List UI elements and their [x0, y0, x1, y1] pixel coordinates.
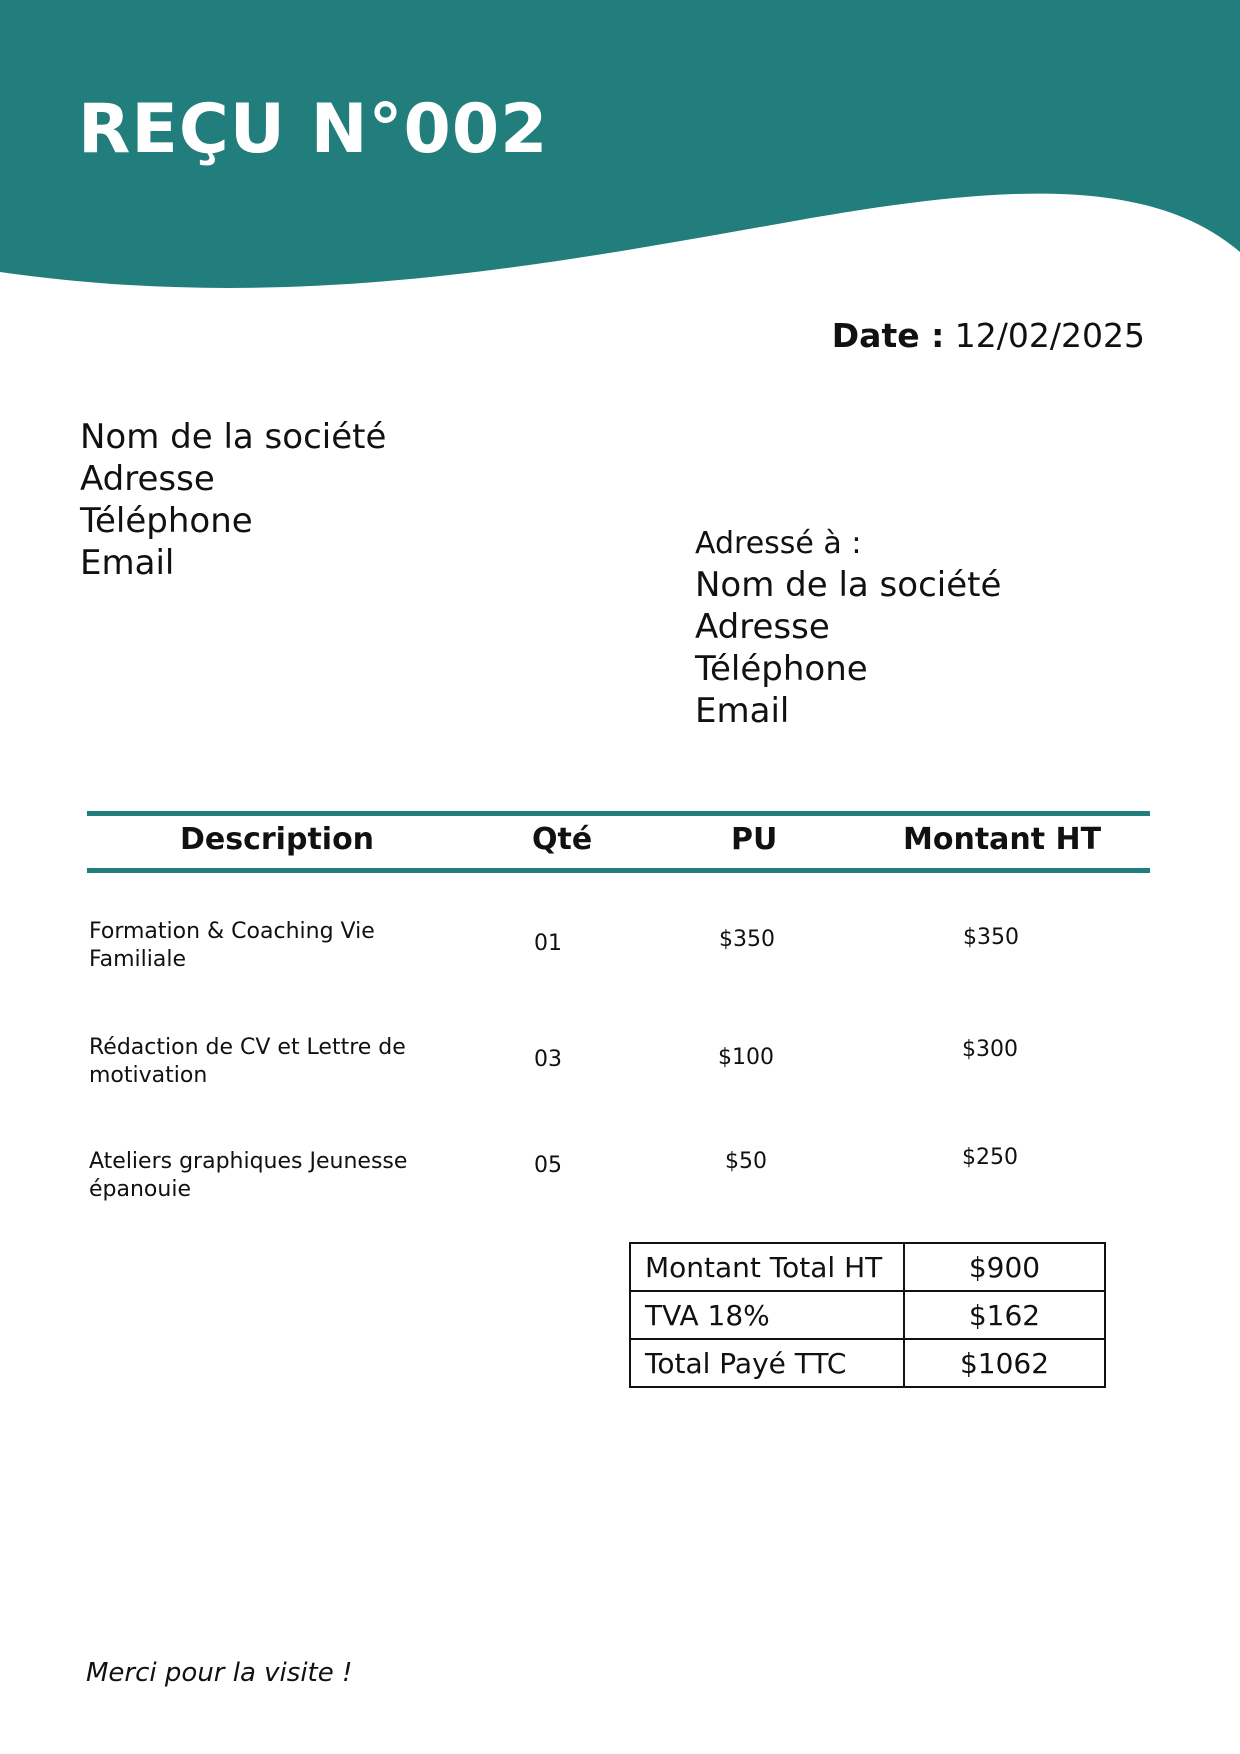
recipient-label: Adressé à :: [695, 526, 862, 561]
table-header-bottom-rule: [87, 868, 1150, 873]
row-1-amount: $350: [963, 925, 1019, 950]
sender-block: [80, 416, 386, 584]
row-2-description: Rédaction de CV et Lettre de motivation: [89, 1035, 406, 1088]
tax-label: TVA 18%: [630, 1291, 904, 1339]
receipt-title: REÇU N°002: [78, 90, 549, 169]
recipient-email: Email: [695, 691, 790, 731]
row-3-unit-price: $50: [725, 1149, 767, 1174]
totals-row-subtotal: [630, 1243, 1105, 1291]
column-header-qty: Qté: [532, 822, 593, 857]
row-2-amount: $300: [962, 1037, 1018, 1062]
sender-company: Nom de la société: [80, 417, 387, 457]
sender-email: Email: [80, 543, 175, 583]
row-1-unit-price: $350: [719, 927, 775, 952]
row-3-amount: $250: [962, 1145, 1018, 1170]
subtotal-label: Montant Total HT: [630, 1243, 904, 1291]
row-3-description: Ateliers graphiques Jeunesse épanouie: [89, 1149, 408, 1202]
thank-you-note: Merci pour la visite !: [86, 1658, 353, 1688]
totals-table: [629, 1242, 1106, 1388]
row-3-qty: 05: [534, 1153, 562, 1178]
column-header-unit-price: PU: [731, 822, 778, 857]
row-1-description: Formation & Coaching Vie Familiale: [89, 919, 375, 972]
column-header-amount: Montant HT: [903, 822, 1102, 857]
totals-row-total: [630, 1339, 1105, 1387]
tax-value: $162: [904, 1291, 1105, 1339]
row-2-qty: 03: [534, 1047, 562, 1072]
totals-row-tax: [630, 1291, 1105, 1339]
recipient-address: Adresse: [695, 607, 830, 647]
receipt-date: [832, 316, 1145, 355]
row-2-unit-price: $100: [718, 1045, 774, 1070]
recipient-block: [695, 524, 1001, 732]
date-value: 12/02/2025: [954, 316, 1145, 355]
subtotal-value: $900: [904, 1243, 1105, 1291]
sender-address: Adresse: [80, 459, 215, 499]
total-value: $1062: [904, 1339, 1105, 1387]
row-1-qty: 01: [534, 931, 562, 956]
total-label: Total Payé TTC: [630, 1339, 904, 1387]
date-label: Date :: [831, 316, 945, 355]
column-header-description: Description: [180, 822, 375, 857]
table-top-rule: [87, 811, 1150, 816]
sender-phone: Téléphone: [80, 501, 253, 541]
recipient-phone: Téléphone: [695, 649, 868, 689]
recipient-company: Nom de la société: [695, 565, 1002, 605]
